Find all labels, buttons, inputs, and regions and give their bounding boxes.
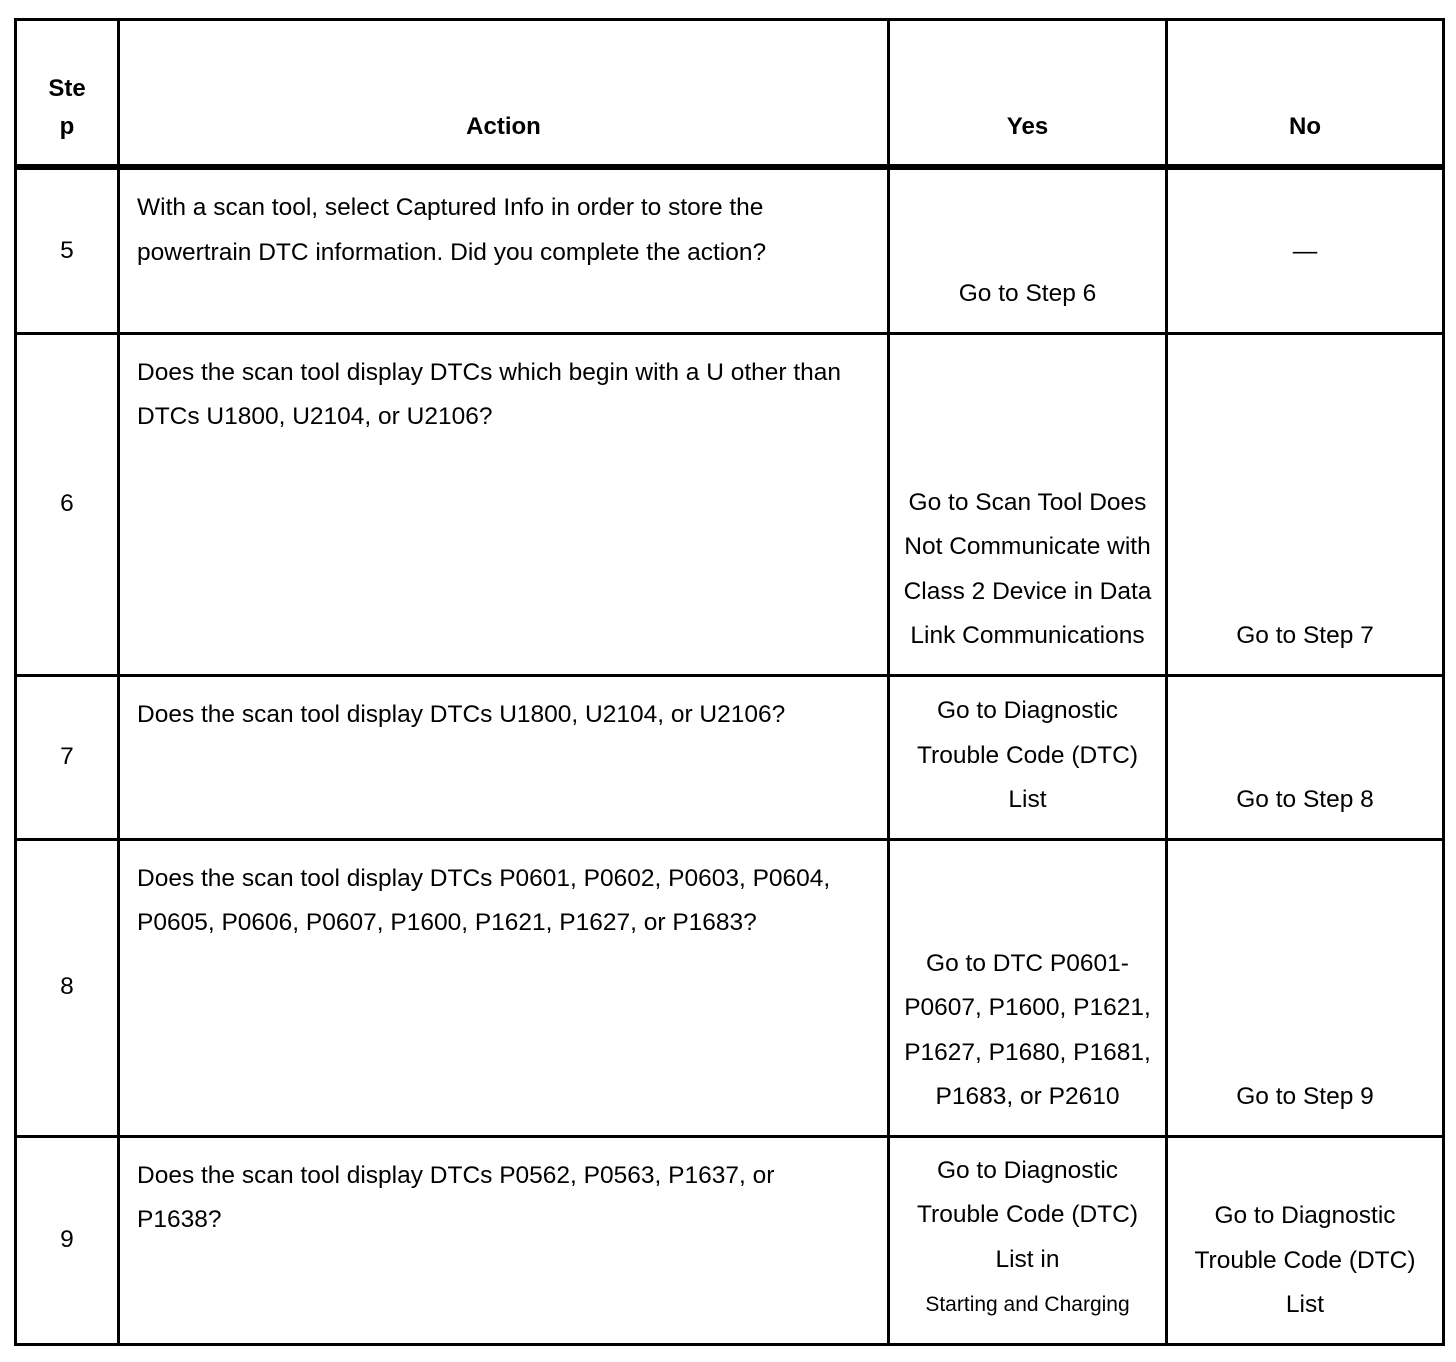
yes-result: Go to Step 6 — [889, 167, 1167, 333]
step-number: 5 — [16, 167, 119, 333]
no-result: Go to Step 8 — [1167, 675, 1444, 839]
action-text: Does the scan tool display DTCs P0562, P0563, P1637, or P1638? — [119, 1136, 889, 1344]
table-row — [16, 839, 1444, 1136]
yes-result-main: Go to Diagnostic Trouble Code (DTC) List in — [916, 1156, 1138, 1273]
yes-result-sub: Starting and Charging — [925, 1293, 1130, 1316]
yes-result: Go to Diagnostic Trouble Code (DTC) List — [889, 675, 1167, 839]
action-text: Does the scan tool display DTCs P0601, P0602, P0603, P0604, P0605, P0606, P0607, P1600, P1621, P1627, or P1683? — [119, 839, 889, 1136]
diagnostic-table-container — [14, 18, 1445, 1346]
no-result: Go to Step 9 — [1167, 839, 1444, 1136]
header-no: No — [1167, 20, 1444, 168]
header-row — [16, 20, 1444, 168]
no-result: Go to Step 7 — [1167, 333, 1444, 675]
step-number: 7 — [16, 675, 119, 839]
table-row — [16, 167, 1444, 333]
action-text: Does the scan tool display DTCs U1800, U2104, or U2106? — [119, 675, 889, 839]
step-number: 9 — [16, 1136, 119, 1344]
no-result: Go to Diagnostic Trouble Code (DTC) List — [1167, 1136, 1444, 1344]
table-row — [16, 1136, 1444, 1344]
yes-result: Go to Scan Tool Does Not Communicate with Class 2 Device in Data Link Communications — [889, 333, 1167, 675]
table-row — [16, 675, 1444, 839]
diagnostic-table — [14, 18, 1445, 1346]
action-text: Does the scan tool display DTCs which begin with a U other than DTCs U1800, U2104, or U2106? — [119, 333, 889, 675]
header-yes: Yes — [889, 20, 1167, 168]
table-row — [16, 333, 1444, 675]
step-number: 6 — [16, 333, 119, 675]
yes-result: Go to DTC P0601-P0607, P1600, P1621, P1627, P1680, P1681, P1683, or P2610 — [889, 839, 1167, 1136]
header-action: Action — [119, 20, 889, 168]
no-result: — — [1167, 167, 1444, 333]
step-number: 8 — [16, 839, 119, 1136]
yes-result — [889, 1136, 1167, 1344]
header-step: Step — [16, 20, 119, 168]
action-text: With a scan tool, select Captured Info in order to store the powertrain DTC information. Did you complete the action? — [119, 167, 889, 333]
